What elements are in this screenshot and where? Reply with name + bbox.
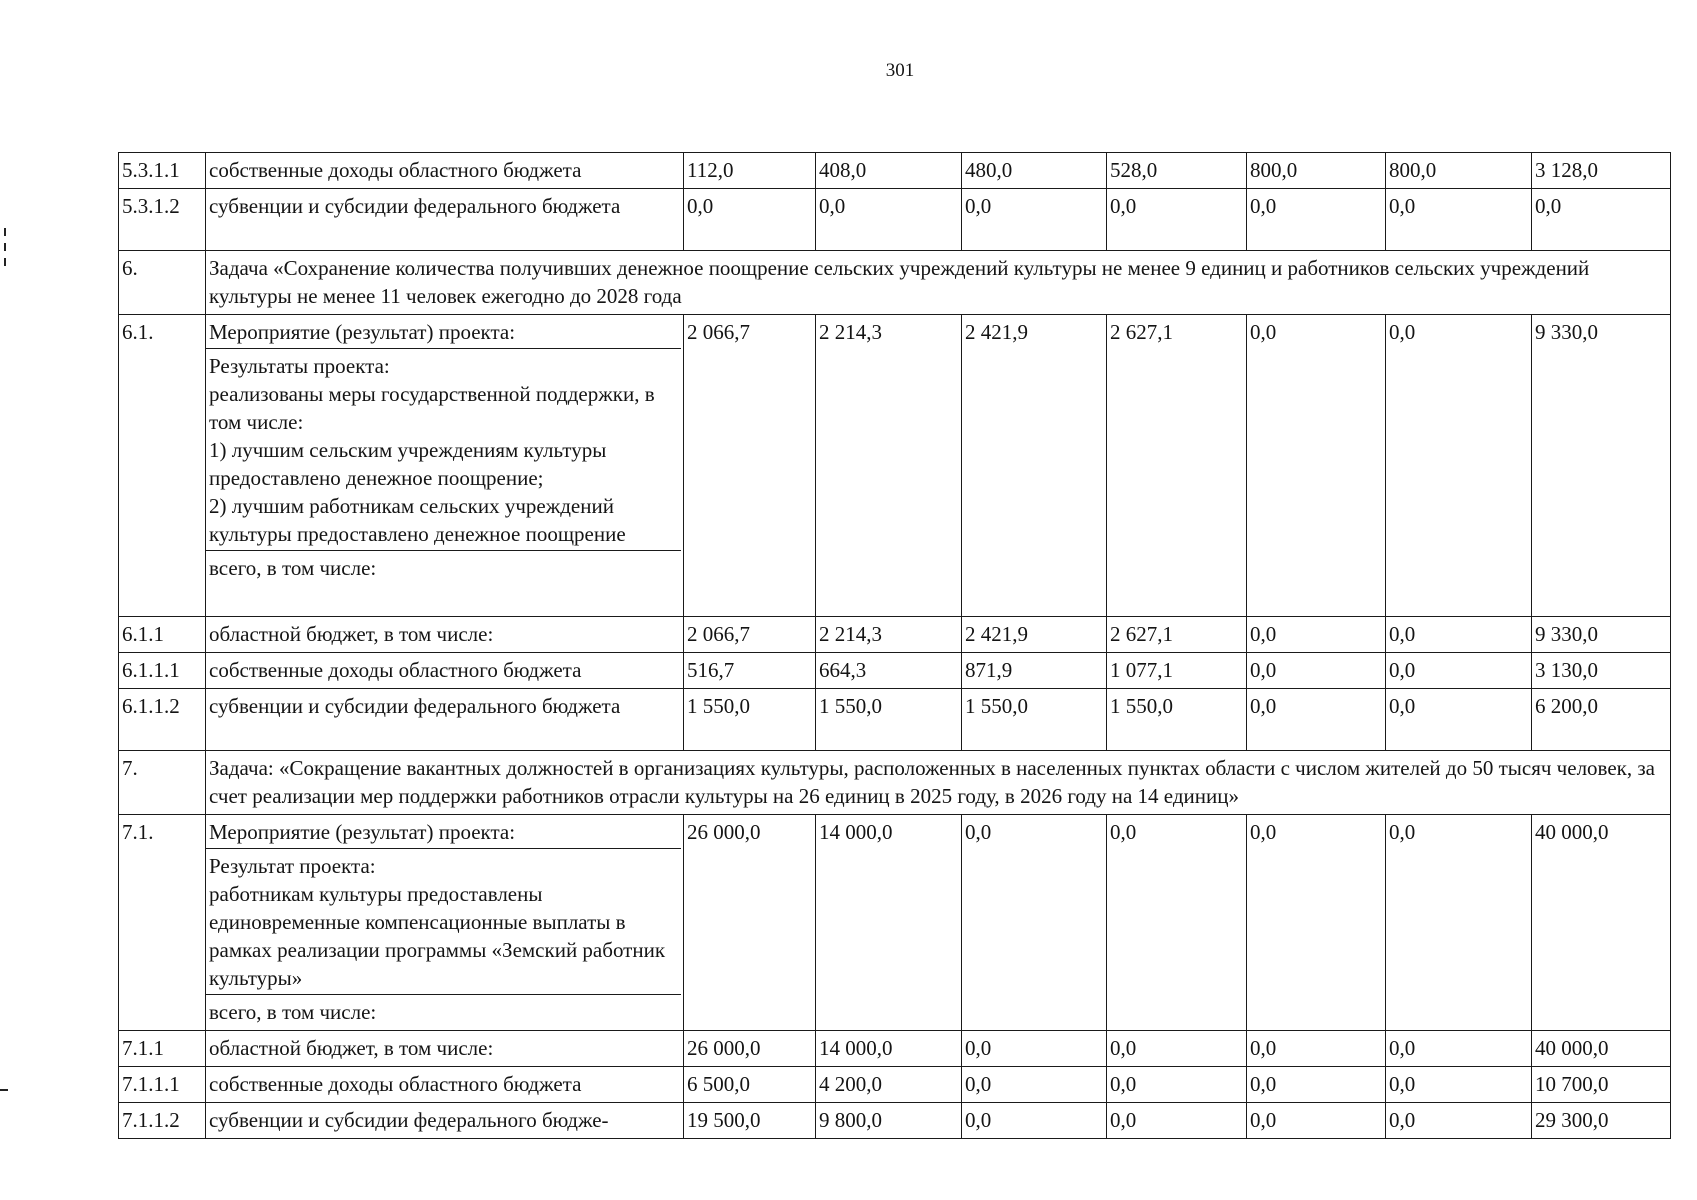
table-row (119, 1031, 1671, 1067)
value-year: 0,0 (1247, 1031, 1386, 1067)
value-year: 14 000,0 (816, 1031, 962, 1067)
table-row (119, 1103, 1671, 1139)
value-year: 0,0 (1107, 815, 1247, 1031)
value-total: 40 000,0 (1532, 1031, 1671, 1067)
value-year: 480,0 (962, 153, 1107, 189)
result-result-heading: Результаты проекта: (209, 354, 390, 378)
value-year: 528,0 (1107, 153, 1247, 189)
result-result-item-2: 2) лучшим работникам сельских учреждений культуры предоставлено денежное поощрение (209, 494, 626, 546)
value-year: 408,0 (816, 153, 962, 189)
task-text: Задача «Сохранение количества получивших денежное поощрение сельских учреждений культуры не менее 9 единиц и работников сельских учреждений культуры не менее 11 человек ежегодно до 2028 года (206, 251, 1671, 315)
row-code: 6.1.1.1 (119, 653, 206, 689)
value-year: 26 000,0 (684, 815, 816, 1031)
value-total: 40 000,0 (1532, 815, 1671, 1031)
value-year: 14 000,0 (816, 815, 962, 1031)
margin-mark-dash (0, 1089, 8, 1091)
row-label: субвенции и субсидии федерального бюджета (206, 689, 684, 751)
value-year: 2 421,9 (962, 315, 1107, 617)
value-year: 0,0 (1247, 617, 1386, 653)
measure-code: 6.1. (119, 315, 206, 617)
value-year: 1 550,0 (816, 689, 962, 751)
result-result-heading: Результат проекта: (209, 854, 376, 878)
value-year: 0,0 (1386, 315, 1532, 617)
measure-total-label: всего, в том числе: (206, 550, 681, 584)
measure-title: Мероприятие (результат) проекта: (206, 315, 681, 349)
value-year: 2 627,1 (1107, 315, 1247, 617)
value-total: 6 200,0 (1532, 689, 1671, 751)
measure-total-label: всего, в том числе: (206, 994, 681, 1028)
margin-mark-dotted (4, 228, 6, 236)
value-year: 2 421,9 (962, 617, 1107, 653)
value-year: 0,0 (1247, 315, 1386, 617)
value-year: 2 066,7 (684, 617, 816, 653)
value-year: 871,9 (962, 653, 1107, 689)
value-year: 1 550,0 (684, 689, 816, 751)
measure-description (206, 315, 684, 617)
value-year: 1 077,1 (1107, 653, 1247, 689)
value-year: 0,0 (1386, 815, 1532, 1031)
value-year: 0,0 (1247, 815, 1386, 1031)
task-code: 7. (119, 751, 206, 815)
value-year: 0,0 (1386, 1103, 1532, 1139)
row-code: 5.3.1.1 (119, 153, 206, 189)
value-year: 4 200,0 (816, 1067, 962, 1103)
value-year: 2 214,3 (816, 617, 962, 653)
row-label: областной бюджет, в том числе: (206, 617, 684, 653)
row-code: 6.1.1.2 (119, 689, 206, 751)
row-label: собственные доходы областного бюджета (206, 1067, 684, 1103)
budget-table (118, 152, 1671, 1139)
value-total: 29 300,0 (1532, 1103, 1671, 1139)
value-year: 0,0 (962, 1031, 1107, 1067)
row-label: собственные доходы областного бюджета (206, 153, 684, 189)
measure-title: Мероприятие (результат) проекта: (206, 815, 681, 849)
value-total: 3 130,0 (1532, 653, 1671, 689)
value-total: 9 330,0 (1532, 315, 1671, 617)
value-year: 0,0 (1107, 1103, 1247, 1139)
value-year: 0,0 (1107, 1067, 1247, 1103)
row-code: 7.1.1.1 (119, 1067, 206, 1103)
value-year: 664,3 (816, 653, 962, 689)
table-row (119, 751, 1671, 815)
value-year: 0,0 (1386, 653, 1532, 689)
table-row (119, 617, 1671, 653)
value-year: 0,0 (1386, 689, 1532, 751)
value-year: 0,0 (962, 815, 1107, 1031)
table-row (119, 153, 1671, 189)
value-year: 9 800,0 (816, 1103, 962, 1139)
table-row (119, 815, 1671, 1031)
value-year: 0,0 (1247, 189, 1386, 251)
value-total: 3 128,0 (1532, 153, 1671, 189)
table-row (119, 189, 1671, 251)
value-year: 2 627,1 (1107, 617, 1247, 653)
value-year: 2 066,7 (684, 315, 816, 617)
table-row (119, 653, 1671, 689)
row-code: 5.3.1.2 (119, 189, 206, 251)
result-result-text: работникам культуры предоставлены единовременные компенсационные выплаты в рамках реализации программы «Земский работник культуры» (209, 882, 666, 990)
value-year: 19 500,0 (684, 1103, 816, 1139)
value-total: 0,0 (1532, 189, 1671, 251)
value-year: 0,0 (962, 1103, 1107, 1139)
value-year: 6 500,0 (684, 1067, 816, 1103)
value-year: 0,0 (962, 1067, 1107, 1103)
page-number: 301 (885, 60, 915, 81)
value-year: 112,0 (684, 153, 816, 189)
value-year: 0,0 (1247, 689, 1386, 751)
result-result-text: реализованы меры государственной поддержки, в том числе: (209, 382, 655, 434)
value-year: 0,0 (1386, 189, 1532, 251)
value-year: 0,0 (1386, 1067, 1532, 1103)
value-year: 2 214,3 (816, 315, 962, 617)
table-row (119, 315, 1671, 617)
value-year: 26 000,0 (684, 1031, 816, 1067)
row-code: 7.1.1.2 (119, 1103, 206, 1139)
task-code: 6. (119, 251, 206, 315)
table-row (119, 1067, 1671, 1103)
margin-mark-dotted (4, 243, 6, 251)
value-year: 0,0 (1386, 1031, 1532, 1067)
value-year: 0,0 (1247, 653, 1386, 689)
value-year: 800,0 (1386, 153, 1532, 189)
row-label: субвенции и субсидии федерального бюдже- (206, 1103, 684, 1139)
task-text: Задача: «Сокращение вакантных должностей в организациях культуры, расположенных в населенных пунктах области с числом жителей до 50 тысяч человек, за счет реализации мер поддержки работников отрасли культуры на 26 единиц в 2025 году, в 2026 году на 14 единиц» (206, 751, 1671, 815)
value-year: 0,0 (684, 189, 816, 251)
measure-description (206, 815, 684, 1031)
value-year: 0,0 (816, 189, 962, 251)
row-code: 6.1.1 (119, 617, 206, 653)
value-year: 1 550,0 (1107, 689, 1247, 751)
value-year: 0,0 (1247, 1103, 1386, 1139)
measure-result (206, 849, 683, 994)
table-body (119, 153, 1671, 1139)
value-year: 0,0 (962, 189, 1107, 251)
row-code: 7.1.1 (119, 1031, 206, 1067)
measure-code: 7.1. (119, 815, 206, 1031)
value-year: 516,7 (684, 653, 816, 689)
value-year: 800,0 (1247, 153, 1386, 189)
table-row (119, 689, 1671, 751)
table-row (119, 251, 1671, 315)
margin-mark-dotted (4, 258, 6, 266)
row-label: субвенции и субсидии федерального бюджета (206, 189, 684, 251)
row-label: областной бюджет, в том числе: (206, 1031, 684, 1067)
value-total: 10 700,0 (1532, 1067, 1671, 1103)
measure-result (206, 349, 683, 550)
value-year: 0,0 (1247, 1067, 1386, 1103)
value-total: 9 330,0 (1532, 617, 1671, 653)
result-result-item-1: 1) лучшим сельским учреждениям культуры предоставлено денежное поощрение; (209, 438, 607, 490)
value-year: 1 550,0 (962, 689, 1107, 751)
value-year: 0,0 (1386, 617, 1532, 653)
row-label: собственные доходы областного бюджета (206, 653, 684, 689)
value-year: 0,0 (1107, 1031, 1247, 1067)
value-year: 0,0 (1107, 189, 1247, 251)
